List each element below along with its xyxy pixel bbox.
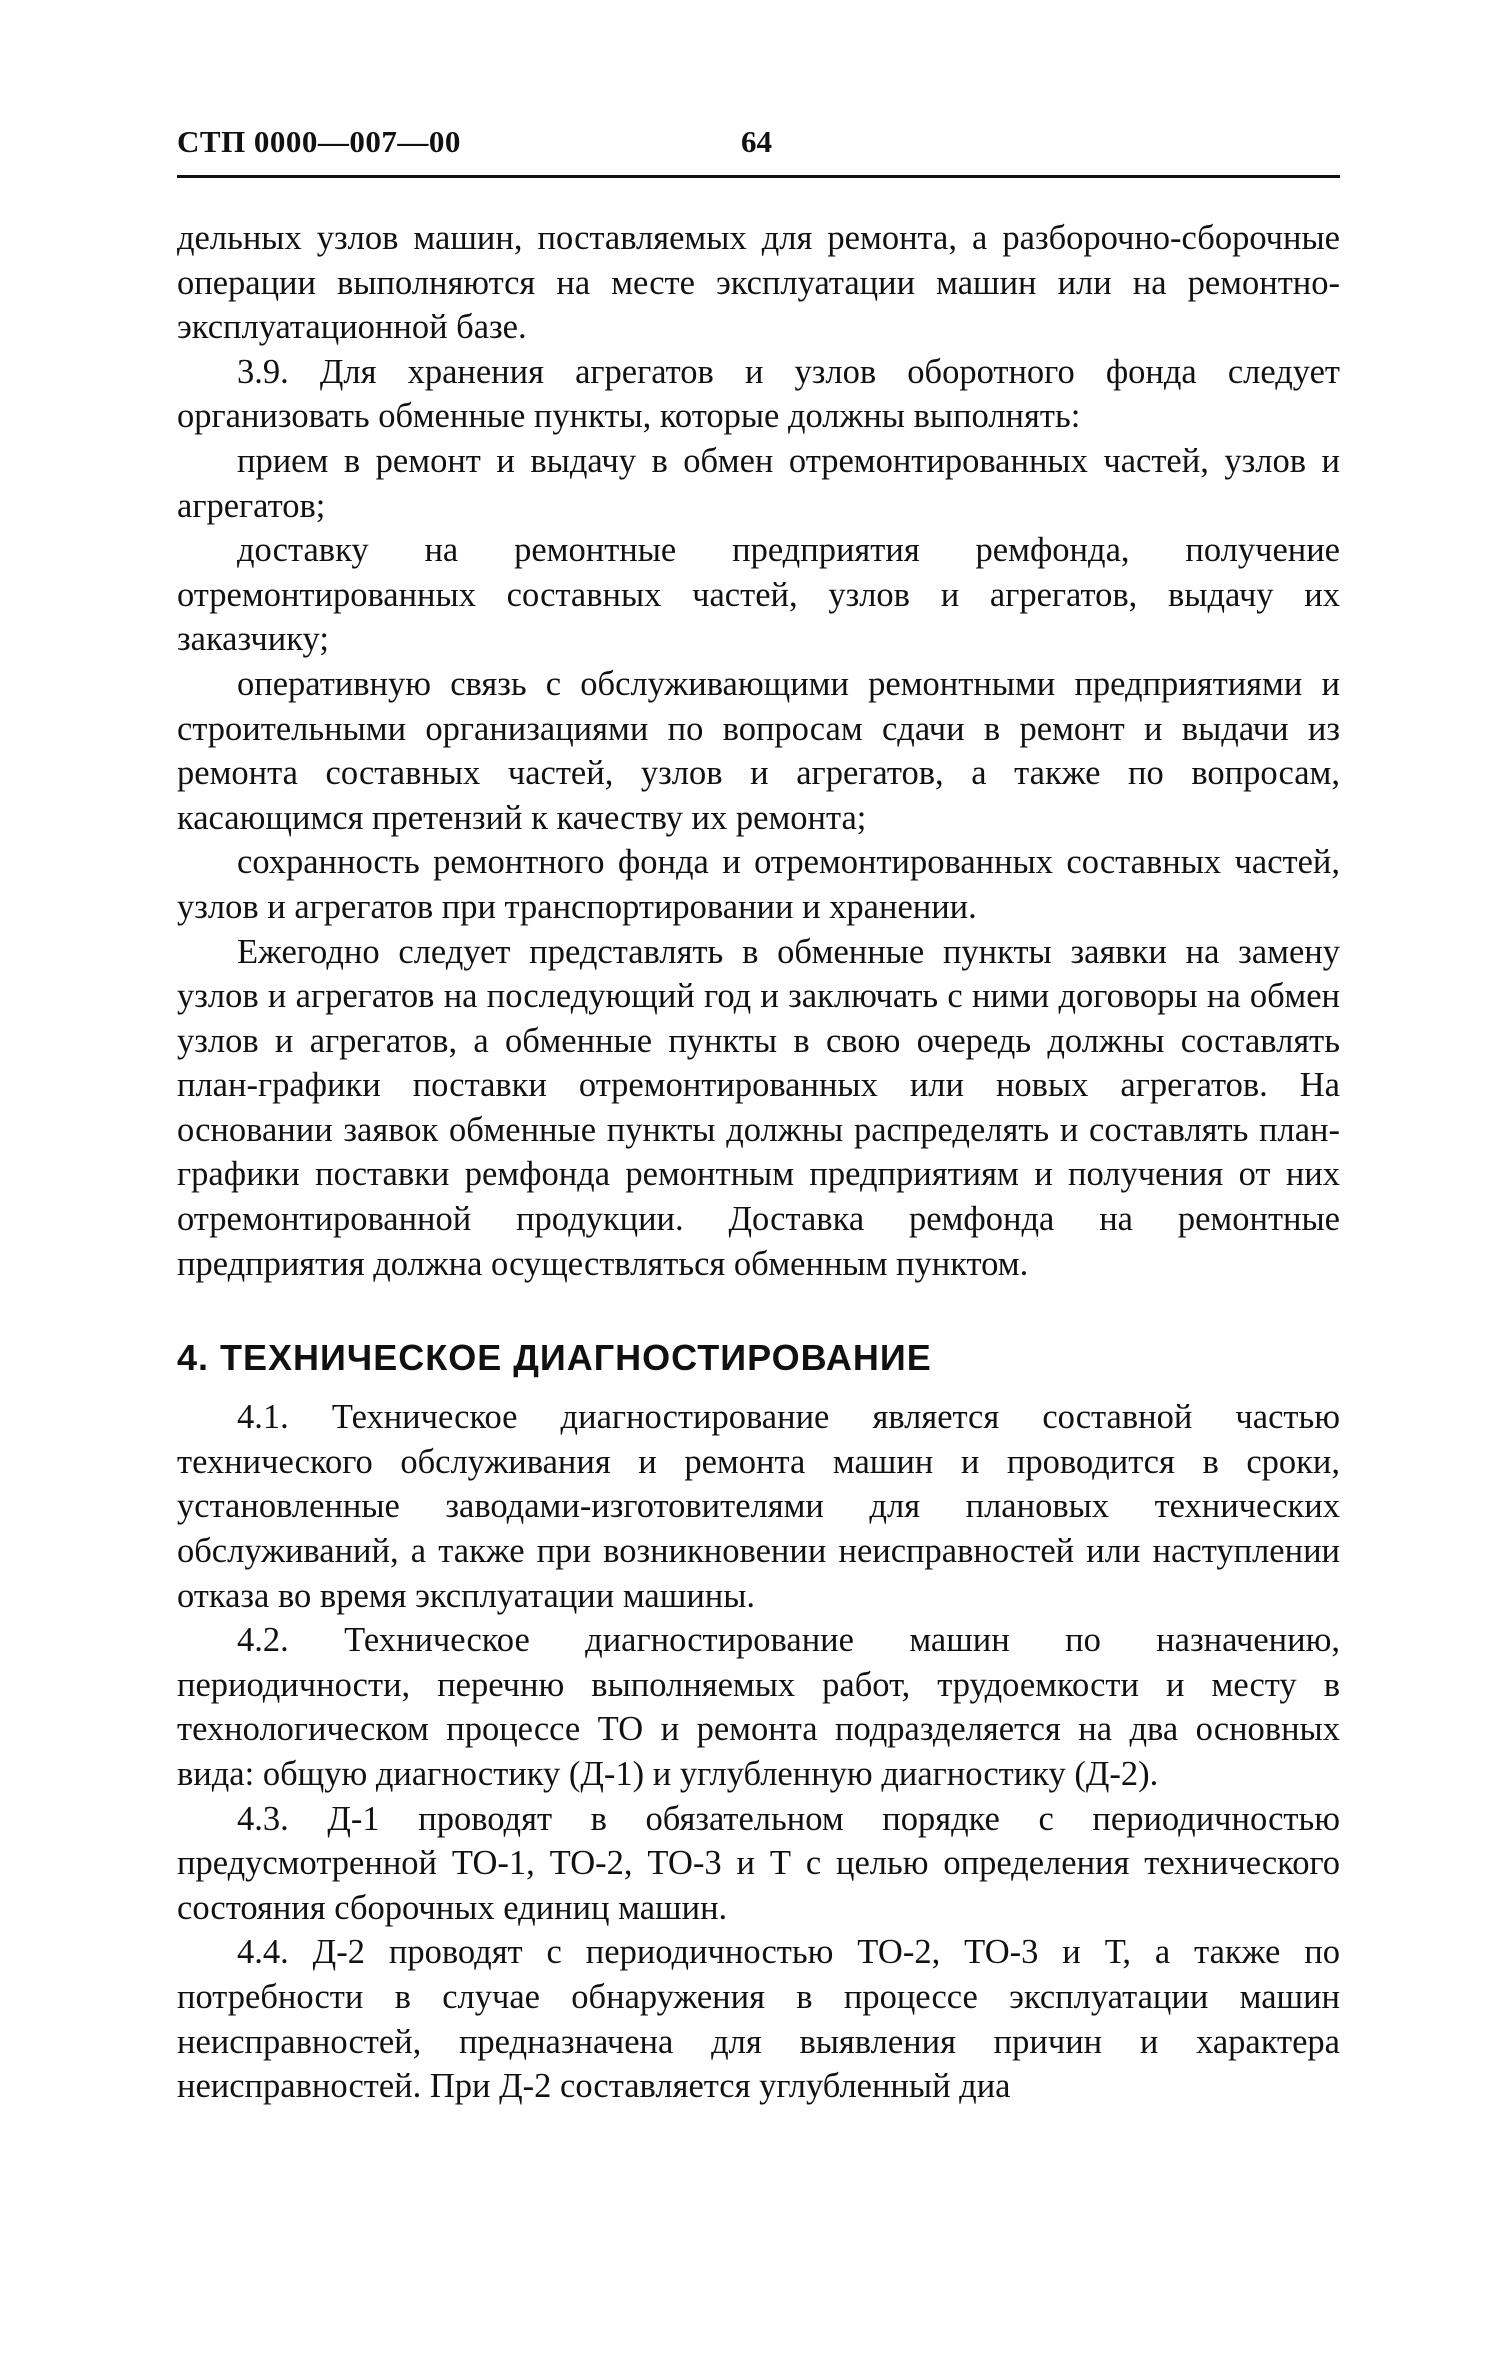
page-number: 64 bbox=[741, 124, 772, 159]
paragraph: доставку на ремонтные предприятия ремфонда, получение отремонтированных составных частей, узлов и агрегатов, выдачу их заказчику; bbox=[177, 531, 1340, 659]
paragraph: 4.4. Д-2 проводят с периодичностью ТО-2, ТО-3 и Т, а также по потребности в случае обнаружения в процессе эксплуатации машин неисправностей, предназначена для выявления причин и характера неисправностей. При Д-2 составляется углубленный диа bbox=[177, 1933, 1340, 2106]
document-code: СТП 0000—007—00 bbox=[177, 124, 461, 159]
paragraph: 4.3. Д-1 проводят в обязательном порядке с периодичностью предусмотренной ТО-1, ТО-2, ТО-3 и Т с целью определения технического состояния сборочных единиц машин. bbox=[177, 1799, 1340, 1927]
paragraph: сохранность ремонтного фонда и отремонтированных составных частей, узлов и агрегатов при транспортировании и хранении. bbox=[177, 843, 1340, 926]
paragraph: прием в ремонт и выдачу в обмен отремонтированных частей, узлов и агрегатов; bbox=[177, 441, 1340, 525]
paragraph: оперативную связь с обслуживающими ремонтными предприятиями и строительными организациями по вопросам сдачи в ремонт и выдачи из ремонта составных частей, узлов и агрегатов, а также по вопросам, касающимся претензий к качеству их ремонта; bbox=[177, 664, 1340, 837]
paragraph: 3.9. Для хранения агрегатов и узлов оборотного фонда следует организовать обменные пункты, которые должны выполнять: bbox=[177, 352, 1340, 436]
paragraph: Ежегодно следует представлять в обменные пункты заявки на замену узлов и агрегатов на последующий год и заключать с ними договоры на обмен узлов и агрегатов, а обменные пункты в свою очередь должны составлять план-графики поставки отремонтированных или новых агрегатов. На основании заявок обменные пункты должны распределять и составлять план-графики поставки ремфонда ремонтным предприятиям и получения от них отремонтированной продукции. Доставка ремфонда на ремонтные предприятия должна осуществляться обменным пунктом. bbox=[177, 932, 1340, 1283]
paragraph: дельных узлов машин, поставляемых для ремонта, а разборочно-сборочные операции выполняются на месте эксплуатации машин или на ремонтно-эксплуатационной базе. bbox=[177, 219, 1340, 347]
paragraphs-before-section bbox=[177, 216, 1340, 1286]
section-heading: 4. ТЕХНИЧЕСКОЕ ДИАГНОСТИРОВАНИЕ bbox=[177, 1337, 932, 1379]
document-page bbox=[177, 120, 1340, 2109]
paragraphs-after-section bbox=[177, 1395, 1340, 2109]
paragraph: 4.2. Техническое диагностирование машин по назначению, периодичности, перечню выполняемых работ, трудоемкости и месту в технологическом процессе ТО и ремонта подразделяется на два основных вида: общую диагностику (Д-1) и углубленную диагностику (Д-2). bbox=[177, 1621, 1340, 1793]
paragraph: 4.1. Техническое диагностирование является составной частью технического обслуживания и ремонта машин и проводится в сроки, установленные заводами-изготовителями для плановых технических обслуживаний, а также при возникновении неисправностей или наступлении отказа во время эксплуатации машины. bbox=[177, 1398, 1340, 1615]
document-body bbox=[177, 216, 1340, 2109]
header-rule bbox=[177, 175, 1340, 178]
page-header bbox=[177, 120, 1340, 172]
